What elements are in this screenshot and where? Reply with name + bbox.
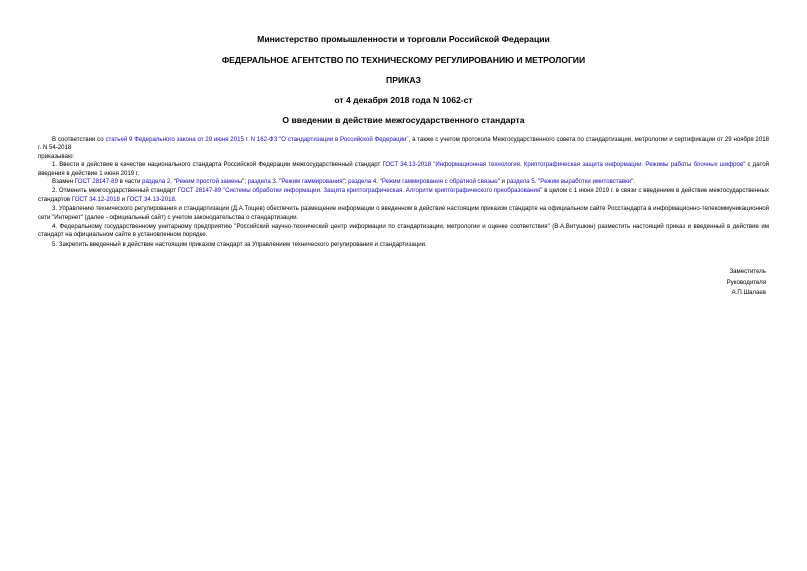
order-word: приказываю: xyxy=(38,152,75,160)
replace-text-8: " и xyxy=(497,178,507,186)
gost-34-13-2018-short-link[interactable]: ГОСТ 34.13-2018 xyxy=(126,195,175,203)
ministry-heading: Министерство промышленности и торговли Российской Федерации xyxy=(257,34,550,44)
item-3-paragraph: 3. Управлению технического регулирования и стандартизации (Д.А.Тощев) обеспечить размещение информации о введенном в действие настоящим приказом стандарте на официальном сайте Росстандарта в информационно-телекоммуникационной сети "Интернет" (далее - официальный сайт) с учетом законодательства о стандартизации. xyxy=(38,205,769,221)
feedback-gamming-mode-link[interactable]: Режим гаммирования с обратной связью xyxy=(381,178,498,186)
law-article-link[interactable]: статьей 9 Федерального закона от 29 июня 2015 г. N 162-ФЗ "О стандартизации в Российской Федерации" xyxy=(105,136,409,143)
replace-text-6: "; xyxy=(342,178,349,186)
item-4-paragraph: 4. Федеральному государственному унитарному предприятию "Российский научно-технический центр информации по стандартизации, метрологии и оценке соответствия" (В.А.Витушкин) разместить настоящий приказ и введенный в действие им стандарт на официальном сайте в установленном порядке. xyxy=(38,223,769,239)
gamming-mode-link[interactable]: Режим гаммирования xyxy=(281,178,343,186)
preamble-text-1: В соответствии со xyxy=(52,136,106,143)
subject-heading: О введении в действие межгосударственного стандарта xyxy=(282,115,525,125)
signature-title-line-1: Заместитель xyxy=(729,268,766,275)
mac-generation-mode-link[interactable]: Режим выработки имитовставки xyxy=(540,178,632,186)
item-2-paragraph xyxy=(38,187,769,204)
gost-28147-89-link[interactable]: ГОСТ 28147-89 xyxy=(74,178,118,186)
replace-text-5: . " xyxy=(275,178,282,186)
agency-heading: ФЕДЕРАЛЬНОЕ АГЕНТСТВО ПО ТЕХНИЧЕСКОМУ РЕГУЛИРОВАНИЮ И МЕТРОЛОГИИ xyxy=(221,55,586,65)
replace-text-2: в части xyxy=(117,178,143,186)
document-body xyxy=(38,136,769,249)
item-2-text-1: 2. Отменить межгосударственный стандарт xyxy=(52,187,178,195)
item-1-paragraph xyxy=(38,161,769,178)
gost-28147-89-full-link[interactable]: ГОСТ 28147-89 "Системы обработки информации. Защита криптографическая. Алгоритм криптографического преобразования" xyxy=(177,187,543,195)
gost-34-12-2018-link[interactable]: ГОСТ 34.12-2018 xyxy=(71,195,120,203)
preamble-text-2: , а также с учетом протокола Межгосударственного совета по стандартизации, метрологии и сертификации от 29 ноября 2018 г. N 54-2018 xyxy=(38,136,769,152)
doc-type-heading: ПРИКАЗ xyxy=(386,75,421,85)
gost-34-13-2018-link[interactable]: ГОСТ 34.13-2018 "Информационная технология. Криптографическая защита информации. Режимы работы блочных шифров xyxy=(382,161,744,169)
replace-text-1: Взамен xyxy=(52,178,75,186)
replace-text-7: . " xyxy=(376,178,382,186)
item-2-text-4: . xyxy=(174,195,177,203)
item-2-text-3: и xyxy=(119,195,127,203)
section-4-link[interactable]: раздела 4 xyxy=(348,178,377,186)
replace-text-10: ". xyxy=(631,178,636,186)
signature-block xyxy=(727,267,766,299)
replace-text-3: . " xyxy=(170,178,176,186)
item-5-paragraph: 5. Закрепить введенный в действие настоящим приказом стандарт за Управлением технического регулирования и стандартизации. xyxy=(52,240,427,248)
simple-replacement-mode-link[interactable]: Режим простой замены xyxy=(175,178,243,186)
item-1-replace-paragraph xyxy=(38,178,769,186)
section-3-link[interactable]: раздела 3 xyxy=(247,178,276,186)
preamble-paragraph xyxy=(38,136,769,153)
section-5-link[interactable]: раздела 5 xyxy=(506,178,535,186)
signature-title-line-2: Руководителя xyxy=(726,278,766,286)
item-2-text-2: в целом с 1 июня 2019 г. в связи с введением в действие межгосударственных стандартов xyxy=(38,187,769,203)
replace-text-4: "; xyxy=(242,178,248,186)
item-1-text-1: 1. Ввести в действие в качестве национального стандарта Российской Федерации межгосударственный стандарт xyxy=(52,161,383,169)
date-number-heading: от 4 декабря 2018 года N 1062-ст xyxy=(334,95,473,105)
section-2-link[interactable]: раздела 2 xyxy=(142,178,171,186)
item-1-text-2: " с датой введения в действие 1 июня 2019 г. xyxy=(38,161,769,177)
signatory-name: А.П.Шалаев xyxy=(731,289,766,296)
replace-text-9: . " xyxy=(534,178,541,186)
